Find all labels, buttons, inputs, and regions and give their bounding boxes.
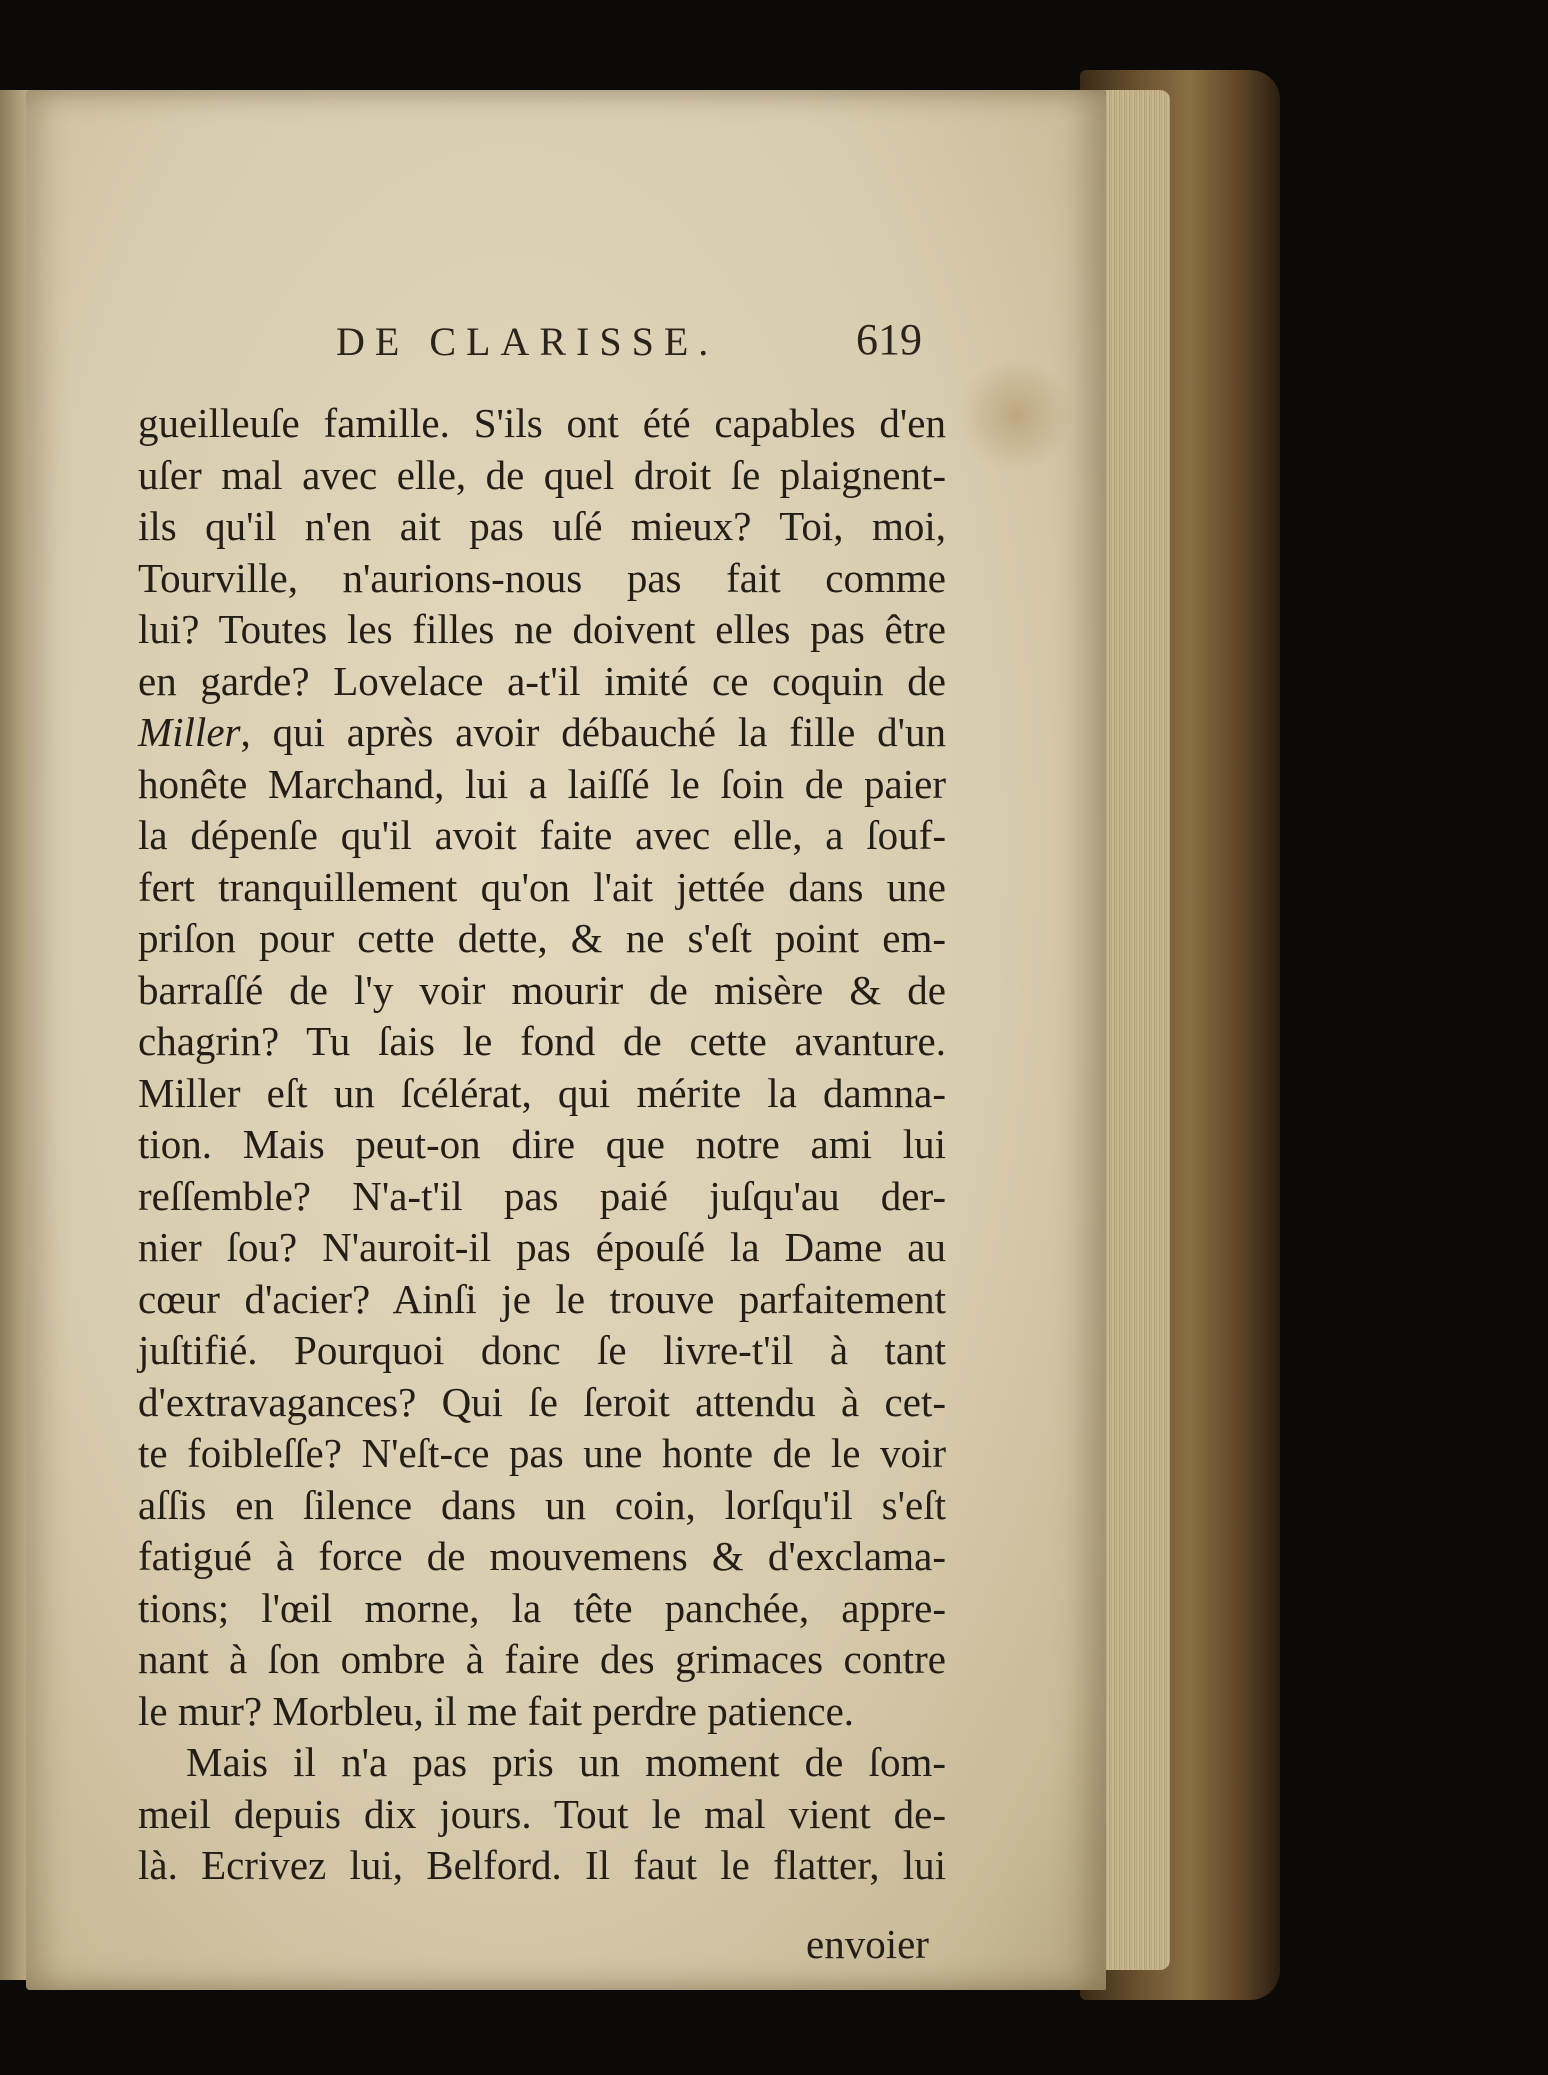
text-line: fatigué à force de mouvemens & d'exclama- <box>138 1533 946 1579</box>
text-line: Miller, qui après avoir débauché la fille d'un <box>138 709 946 755</box>
text-line: nier ſou? N'auroit-il pas épouſé la Dame au <box>138 1224 946 1270</box>
text-line: te foibleſſe? N'eſt-ce pas une honte de le voir <box>138 1430 946 1476</box>
text-line: barraſſé de l'y voir mourir de misère & de <box>138 966 946 1013</box>
text-line: chagrin? Tu ſais le fond de cette avanture. <box>138 1018 946 1064</box>
text-line: fert tranquillement qu'on l'ait jettée dans une <box>138 863 946 910</box>
text-line: juſtifié. Pourquoi donc ſe livre-t'il à tant <box>138 1327 946 1373</box>
page-header <box>146 315 946 378</box>
text-line: honête Marchand, lui a laiſſé le ſoin de paier <box>138 760 946 807</box>
text-line: tion. Mais peut-on dire que notre ami lui <box>138 1121 946 1167</box>
book-page <box>26 90 1106 1990</box>
text-line: Miller eſt un ſcélérat, qui mérite la damna- <box>138 1069 946 1116</box>
text-line: aſſis en ſilence dans un coin, lorſqu'il s'eſt <box>138 1481 946 1528</box>
text-line: cœur d'acier? Ainſi je le trouve parfaitement <box>138 1275 946 1322</box>
text-line: ils qu'il n'en ait pas uſé mieux? Toi, moi, <box>138 503 946 549</box>
text-line: Tourville, n'aurions-nous pas fait comme <box>138 554 946 601</box>
page-number: 619 <box>856 315 922 364</box>
text-line: nant à ſon ombre à faire des grimaces contre <box>138 1636 946 1682</box>
page-stain <box>956 360 1076 470</box>
text-line: en garde? Lovelace a-t'il imité ce coquin de <box>138 657 946 704</box>
text-line: gueilleuſe famille. S'ils ont été capables d'en <box>138 400 946 446</box>
text-line-paragraph-start: Mais il n'a pas pris un moment de ſom- <box>186 1739 946 1785</box>
text-line: meil depuis dix jours. Tout le mal vient de- <box>138 1790 946 1837</box>
text-line: là. Ecrivez lui, Belford. Il faut le flatter, lui <box>138 1842 946 1888</box>
text-line: reſſemble? N'a-t'il pas paié juſqu'au der- <box>138 1172 946 1219</box>
text-line: priſon pour cette dette, & ne s'eſt point em- <box>138 915 946 961</box>
running-title: DE CLARISSE. <box>336 319 719 364</box>
catchword: envoier <box>806 1921 929 1967</box>
body-text <box>138 398 946 1892</box>
text-line: le mur? Morbleu, il me fait perdre patience. <box>138 1687 855 1734</box>
text-line: tions; l'œil morne, la tête panchée, appre- <box>138 1584 946 1631</box>
text-line: d'extravagances? Qui ſe ſeroit attendu à cet- <box>138 1378 946 1425</box>
text-line: lui? Toutes les filles ne doivent elles pas être <box>138 606 946 652</box>
text-line: uſer mal avec elle, de quel droit ſe plaignent- <box>138 451 946 498</box>
text-line: la dépenſe qu'il avoit faite avec elle, a ſouf- <box>138 812 946 858</box>
